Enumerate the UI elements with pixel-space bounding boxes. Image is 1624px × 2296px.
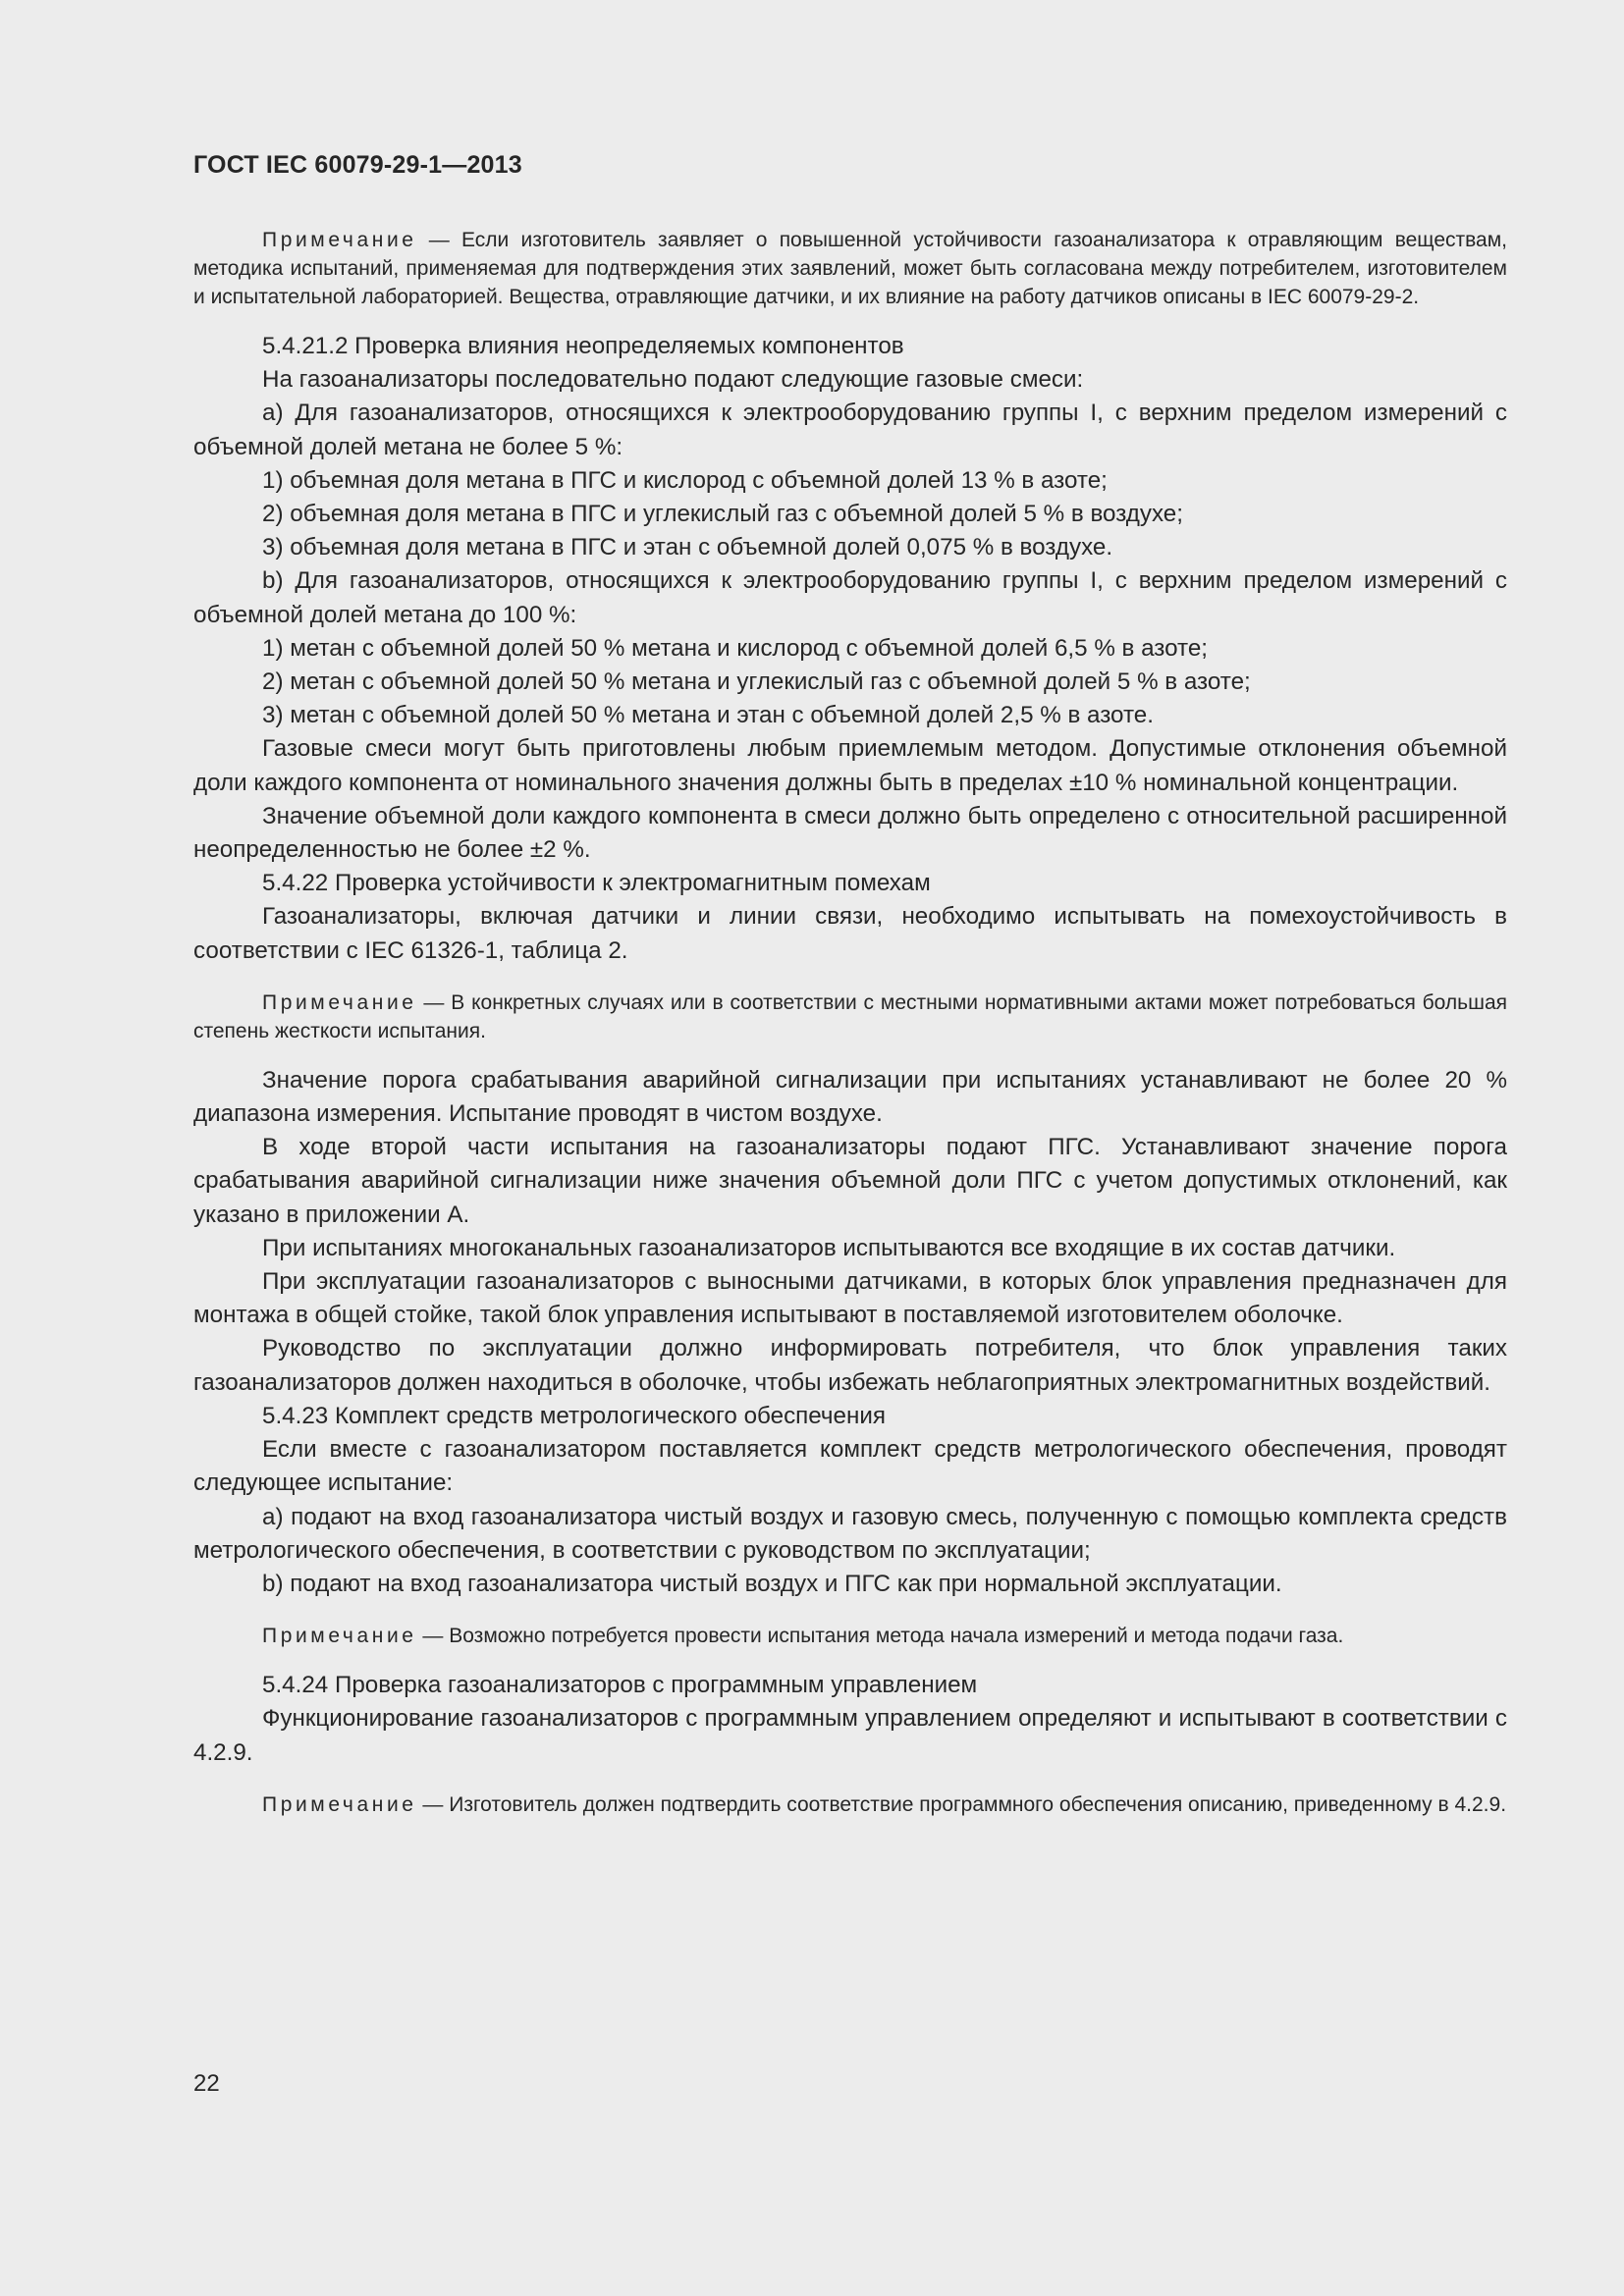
list-item-b: b) подают на вход газоанализатора чистый воздух и ПГС как при нормальной эксплуатации. <box>262 1570 1282 1597</box>
list-item-a3: 3) объемная доля метана в ПГС и этан с объемной долей 0,075 % в воздухе. <box>262 534 1113 561</box>
note-label: Примечание <box>262 229 417 251</box>
list-item-b2: 2) метан с объемной долей 50 % метана и углекислый газ с объемной долей 5 % в азоте; <box>262 668 1251 696</box>
paragraph: В ходе второй части испытания на газоанализаторы подают ПГС. Устанавливают значение порога срабатывания аварийной сигнализации ниже значения объемной доли ПГС с учетом допустимых отклонений, как указано в приложении А. <box>193 1134 1507 1228</box>
note-text: Изготовитель должен подтвердить соответствие программного обеспечения описанию, приведенному в 4.2.9. <box>449 1792 1507 1816</box>
note-text: В конкретных случаях или в соответствии с местными нормативными актами может потребоваться большая степень жесткости испытания. <box>193 990 1507 1042</box>
paragraph: При эксплуатации газоанализаторов с выносными датчиками, в которых блок управления предназначен для монтажа в общей стойке, такой блок управления испытывают в поставляемой изготовителем оболочке. <box>193 1268 1507 1329</box>
paragraph: Функционирование газоанализаторов с программным управлением определяют и испытывают в соответствии с 4.2.9. <box>193 1705 1507 1766</box>
paragraph: Значение порога срабатывания аварийной сигнализации при испытаниях устанавливают не более 20 % диапазона измерения. Испытание проводят в чистом воздухе. <box>193 1066 1507 1128</box>
list-item-b3: 3) метан с объемной долей 50 % метана и этан с объемной долей 2,5 % в азоте. <box>262 702 1154 729</box>
paragraph: На газоанализаторы последовательно подают следующие газовые смеси: <box>262 366 1084 394</box>
note-3: Примечание — Возможно потребуется провести испытания метода начала измерений и метода подачи газа. <box>262 1625 1344 1648</box>
body-section-2 <box>193 1064 1507 1601</box>
paragraph: Руководство по эксплуатации должно информировать потребителя, что блок управления таких газоанализаторов должен находиться в оболочке, чтобы избежать неблагоприятных электромагнитных воздействий. <box>193 1335 1507 1396</box>
note-text: Возможно потребуется провести испытания метода начала измерений и метода подачи газа. <box>449 1625 1344 1648</box>
document-page <box>193 145 1507 1819</box>
list-item-a: a) подают на вход газоанализатора чистый воздух и газовую смесь, полученную с помощью комплекта средств метрологического обеспечения, в соответствии с руководством по эксплуатации; <box>193 1503 1507 1564</box>
paragraph: При испытаниях многоканальных газоанализаторов испытываются все входящие в их состав датчики. <box>262 1234 1396 1261</box>
paragraph: Значение объемной доли каждого компонента в смеси должно быть определено с относительной расширенной неопределенностью не более ±2 %. <box>193 802 1507 864</box>
section-heading-5-4-24: 5.4.24 Проверка газоанализаторов с программным управлением <box>262 1672 978 1699</box>
list-item-b: b) Для газоанализаторов, относящихся к электрооборудованию группы I, с верхним пределом измерений с объемной долей метана до 100 %: <box>193 567 1507 628</box>
paragraph: Газовые смеси могут быть приготовлены любым приемлемым методом. Допустимые отклонения объемной доли каждого компонента от номинального значения должны быть в пределах ±10 % номинальной концентрации. <box>193 735 1507 796</box>
section-heading-5-4-22: 5.4.22 Проверка устойчивости к электромагнитным помехам <box>262 870 931 897</box>
note-label: Примечание <box>262 1625 417 1648</box>
note-4: Примечание — Изготовитель должен подтвердить соответствие программного обеспечения описанию, приведенному в 4.2.9. <box>262 1792 1507 1816</box>
note-2: Примечание — В конкретных случаях или в соответствии с местными нормативными актами может потребоваться большая степень жесткости испытания. <box>193 990 1507 1042</box>
document-header: ГОСТ IEC 60079-29-1—2013 <box>193 151 522 179</box>
note-1: Примечание — Если изготовитель заявляет о повышенной устойчивости газоанализатора к отравляющим веществам, методика испытаний, применяемая для подтверждения этих заявлений, может быть согласована между потребителем, изготовителем и испытательной лабораторией. Вещества, отравляющие датчики, и их влияние на работу датчиков описаны в IEC 60079-29-2. <box>193 229 1507 308</box>
page-number: 22 <box>193 2070 220 2097</box>
list-item-a2: 2) объемная доля метана в ПГС и углекислый газ с объемной долей 5 % в воздухе; <box>262 501 1183 528</box>
list-item-a1: 1) объемная доля метана в ПГС и кислород с объемной долей 13 % в азоте; <box>262 466 1108 494</box>
section-heading-5-4-21-2: 5.4.21.2 Проверка влияния неопределяемых компонентов <box>262 333 904 359</box>
paragraph: Если вместе с газоанализатором поставляется комплект средств метрологического обеспечения, проводят следующее испытание: <box>193 1436 1507 1497</box>
note-label: Примечание <box>262 1792 417 1816</box>
section-heading-5-4-23: 5.4.23 Комплект средств метрологического обеспечения <box>262 1402 886 1429</box>
note-label: Примечание <box>262 990 417 1014</box>
body-section-1 <box>193 330 1507 968</box>
list-item-a: a) Для газоанализаторов, относящихся к электрооборудованию группы I, с верхним пределом измерений с объемной долей метана не более 5 %: <box>193 400 1507 460</box>
body-section-3 <box>193 1669 1507 1770</box>
paragraph: Газоанализаторы, включая датчики и линии связи, необходимо испытывать на помехоустойчивость в соответствии с IEC 61326-1, таблица 2. <box>193 903 1507 964</box>
list-item-b1: 1) метан с объемной долей 50 % метана и кислород с объемной долей 6,5 % в азоте; <box>262 634 1209 662</box>
note-text: Если изготовитель заявляет о повышенной устойчивости газоанализатора к отравляющим веществам, методика испытаний, применяемая для подтверждения этих заявлений, может быть согласована между потребителем, изготовителем и испытательной лабораторией. Вещества, отравляющие датчики, и их влияние на работу датчиков описаны в IEC 60079-29-2. <box>193 229 1507 308</box>
